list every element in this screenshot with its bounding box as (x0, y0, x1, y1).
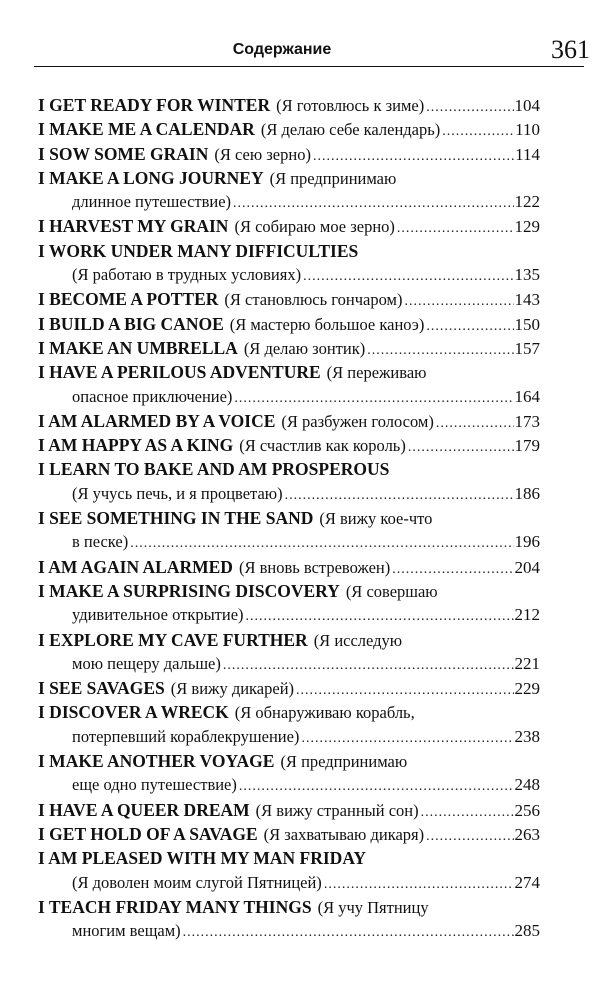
dot-leader (397, 217, 514, 241)
entry-page-number: 122 (514, 192, 540, 212)
header-divider (34, 66, 584, 67)
entry-page-number: 157 (514, 338, 540, 358)
toc-line-continuation (38, 530, 540, 554)
entry-title: I MAKE ME A CALENDAR (38, 119, 255, 140)
toc-line (38, 336, 540, 360)
page-title: Содержание (232, 41, 332, 58)
toc-entry (38, 360, 540, 409)
entry-translation-continued: мою пещеру дальше) (72, 653, 221, 673)
table-of-contents (38, 93, 540, 943)
toc-line (38, 93, 540, 117)
dot-leader (296, 679, 513, 703)
entry-title: I LEARN TO BAKE AND AM PROSPEROUS (38, 459, 390, 480)
toc-entry (38, 700, 540, 749)
dot-leader (183, 921, 514, 945)
toc-entry (38, 93, 540, 117)
toc-entry (38, 822, 540, 846)
entry-translation: (Я вижу кое-что (319, 509, 433, 529)
dot-leader (442, 120, 514, 144)
dot-leader (426, 825, 513, 849)
entry-title: I HAVE A PERILOUS ADVENTURE (38, 362, 321, 383)
dot-leader (426, 96, 513, 120)
entry-page-number: 285 (514, 921, 540, 941)
dot-leader (313, 145, 514, 169)
toc-line (38, 895, 540, 919)
entry-title: I HARVEST MY GRAIN (38, 216, 229, 237)
entry-title: I MAKE AN UMBRELLA (38, 337, 238, 358)
dot-leader (246, 605, 514, 629)
toc-line (38, 166, 540, 190)
entry-title: I SEE SAVAGES (38, 678, 165, 699)
toc-entry (38, 846, 540, 895)
entry-translation: (Я мастерю большое каноэ) (229, 314, 425, 334)
entry-title: I GET READY FOR WINTER (38, 95, 271, 115)
entry-page-number: 129 (514, 217, 540, 237)
entry-page-number: 248 (514, 775, 540, 795)
toc-entry (38, 798, 540, 822)
dot-leader (426, 315, 513, 339)
entry-title: I WORK UNDER MANY DIFFICULTIES (38, 240, 359, 261)
entry-page-number: 263 (514, 824, 540, 844)
entry-page-number: 179 (514, 436, 540, 456)
toc-line (38, 312, 540, 336)
entry-page-number: 274 (514, 872, 540, 892)
entry-translation: (Я обнаруживаю корабль, (234, 703, 415, 723)
toc-line-continuation (38, 385, 540, 409)
toc-line (38, 555, 540, 579)
toc-line (38, 628, 540, 652)
entry-title: I AM ALARMED BY A VOICE (38, 410, 276, 431)
entry-page-number: 186 (514, 483, 540, 503)
dot-leader (223, 654, 514, 678)
toc-entry (38, 409, 540, 433)
toc-line-continuation (38, 871, 540, 895)
toc-line (38, 433, 540, 457)
toc-line-continuation (38, 725, 540, 749)
toc-line-continuation (38, 482, 540, 506)
entry-translation: (Я делаю зонтик) (243, 338, 366, 358)
entry-page-number: 164 (514, 386, 540, 406)
toc-entry (38, 239, 540, 288)
entry-translation: (Я счастлив как король) (239, 436, 406, 456)
page-number: 361 (551, 35, 590, 64)
entry-translation: (Я разбужен голосом) (281, 411, 434, 431)
toc-entry (38, 676, 540, 700)
dot-leader (285, 484, 514, 508)
toc-entry (38, 312, 540, 336)
entry-translation: (Я готовлюсь к зиме) (276, 96, 425, 115)
entry-translation-continued: еще одно путешествие) (72, 775, 237, 795)
entry-translation: (Я совершаю (345, 581, 438, 601)
toc-entry (38, 895, 540, 944)
entry-translation: (Я вижу странный сон) (255, 800, 419, 820)
toc-line (38, 822, 540, 846)
dot-leader (301, 727, 513, 751)
entry-page-number: 150 (514, 314, 540, 334)
entry-page-number: 196 (514, 532, 540, 552)
toc-entry (38, 336, 540, 360)
dot-leader (408, 436, 514, 460)
entry-title: I SEE SOMETHING IN THE SAND (38, 508, 314, 529)
entry-translation: (Я вижу дикарей) (170, 679, 295, 699)
entry-translation-continued: опасное приключение) (72, 386, 233, 406)
entry-translation-continued: (Я учусь печь, и я процветаю) (72, 483, 283, 503)
dot-leader (239, 775, 514, 799)
toc-line (38, 287, 540, 311)
dot-leader (303, 265, 513, 289)
entry-translation: (Я переживаю (326, 363, 427, 383)
entry-translation-continued: удивительное открытие) (72, 605, 244, 625)
toc-entry (38, 433, 540, 457)
dot-leader (392, 558, 513, 582)
entry-title: I SOW SOME GRAIN (38, 143, 209, 164)
dot-leader (324, 873, 514, 897)
entry-title: I AM PLEASED WITH MY MAN FRIDAY (38, 848, 366, 869)
toc-line (38, 117, 540, 141)
entry-translation-continued: (Я доволен моим слугой Пятницей) (72, 872, 322, 892)
entry-title: I AM AGAIN ALARMED (38, 556, 233, 577)
toc-line (38, 579, 540, 603)
entry-translation: (Я делаю себе календарь) (260, 120, 441, 140)
toc-line (38, 214, 540, 238)
entry-page-number: 204 (514, 557, 540, 577)
toc-line (38, 239, 540, 263)
entry-title: I HAVE A QUEER DREAM (38, 799, 250, 820)
toc-line (38, 457, 540, 481)
toc-line (38, 506, 540, 530)
entry-translation: (Я захватываю дикаря) (263, 824, 425, 844)
entry-translation: (Я вновь встревожен) (238, 557, 391, 577)
toc-line (38, 798, 540, 822)
entry-page-number: 229 (514, 679, 540, 699)
entry-translation: (Я собираю мое зерно) (234, 217, 395, 237)
entry-translation: (Я предпринимаю (280, 752, 408, 772)
toc-entry (38, 579, 540, 628)
dot-leader (234, 387, 513, 411)
toc-line (38, 700, 540, 724)
entry-translation: (Я учу Пятницу (317, 897, 429, 917)
entry-translation: (Я исследую (313, 630, 403, 650)
entry-title: I BUILD A BIG CANOE (38, 313, 224, 334)
toc-line-continuation (38, 919, 540, 943)
entry-page-number: 173 (514, 411, 540, 431)
entry-page-number: 104 (514, 96, 540, 115)
toc-entry (38, 117, 540, 141)
entry-page-number: 114 (515, 144, 540, 164)
entry-title: I MAKE A SURPRISING DISCOVERY (38, 580, 340, 601)
toc-entry (38, 142, 540, 166)
toc-entry (38, 166, 540, 215)
entry-page-number: 143 (514, 290, 540, 310)
entry-title: I GET HOLD OF A SAVAGE (38, 823, 258, 844)
entry-title: I BECOME A POTTER (38, 289, 219, 310)
toc-line-continuation (38, 603, 540, 627)
toc-entry (38, 628, 540, 677)
entry-translation: (Я предпринимаю (269, 168, 397, 188)
entry-title: I DISCOVER A WRECK (38, 702, 229, 723)
entry-translation-continued: потерпевший кораблекрушение) (72, 726, 300, 746)
entry-page-number: 110 (515, 120, 540, 140)
toc-entry (38, 555, 540, 579)
toc-line (38, 360, 540, 384)
toc-line-continuation (38, 190, 540, 214)
entry-translation-continued: длинное путешествие) (72, 192, 232, 212)
entry-page-number: 238 (514, 726, 540, 746)
toc-entry (38, 749, 540, 798)
toc-entry (38, 214, 540, 238)
entry-translation-continued: (Я работаю в трудных условиях) (72, 265, 302, 285)
dot-leader (404, 290, 513, 314)
entry-page-number: 135 (514, 265, 540, 285)
entry-translation-continued: многим вещам) (72, 921, 181, 941)
toc-line-continuation (38, 652, 540, 676)
toc-line (38, 846, 540, 870)
toc-entry (38, 287, 540, 311)
toc-line (38, 409, 540, 433)
entry-title: I MAKE ANOTHER VOYAGE (38, 751, 275, 772)
entry-title: I TEACH FRIDAY MANY THINGS (38, 896, 312, 917)
toc-line-continuation (38, 773, 540, 797)
entry-translation-continued: в песке) (72, 532, 129, 552)
entry-translation: (Я сею зерно) (214, 144, 311, 164)
entry-translation: (Я становлюсь гончаром) (224, 290, 403, 310)
toc-entry (38, 506, 540, 555)
toc-line (38, 142, 540, 166)
entry-page-number: 212 (514, 605, 540, 625)
entry-title: I MAKE A LONG JOURNEY (38, 167, 264, 188)
entry-page-number: 256 (514, 800, 540, 820)
dot-leader (367, 339, 513, 363)
entry-title: I EXPLORE MY CAVE FURTHER (38, 629, 308, 650)
toc-line (38, 676, 540, 700)
dot-leader (436, 412, 514, 436)
dot-leader (130, 532, 513, 556)
entry-title: I AM HAPPY AS A KING (38, 435, 234, 456)
toc-line-continuation (38, 263, 540, 287)
dot-leader (421, 801, 514, 825)
toc-entry (38, 457, 540, 506)
entry-page-number: 221 (514, 653, 540, 673)
dot-leader (233, 192, 513, 216)
toc-line (38, 749, 540, 773)
